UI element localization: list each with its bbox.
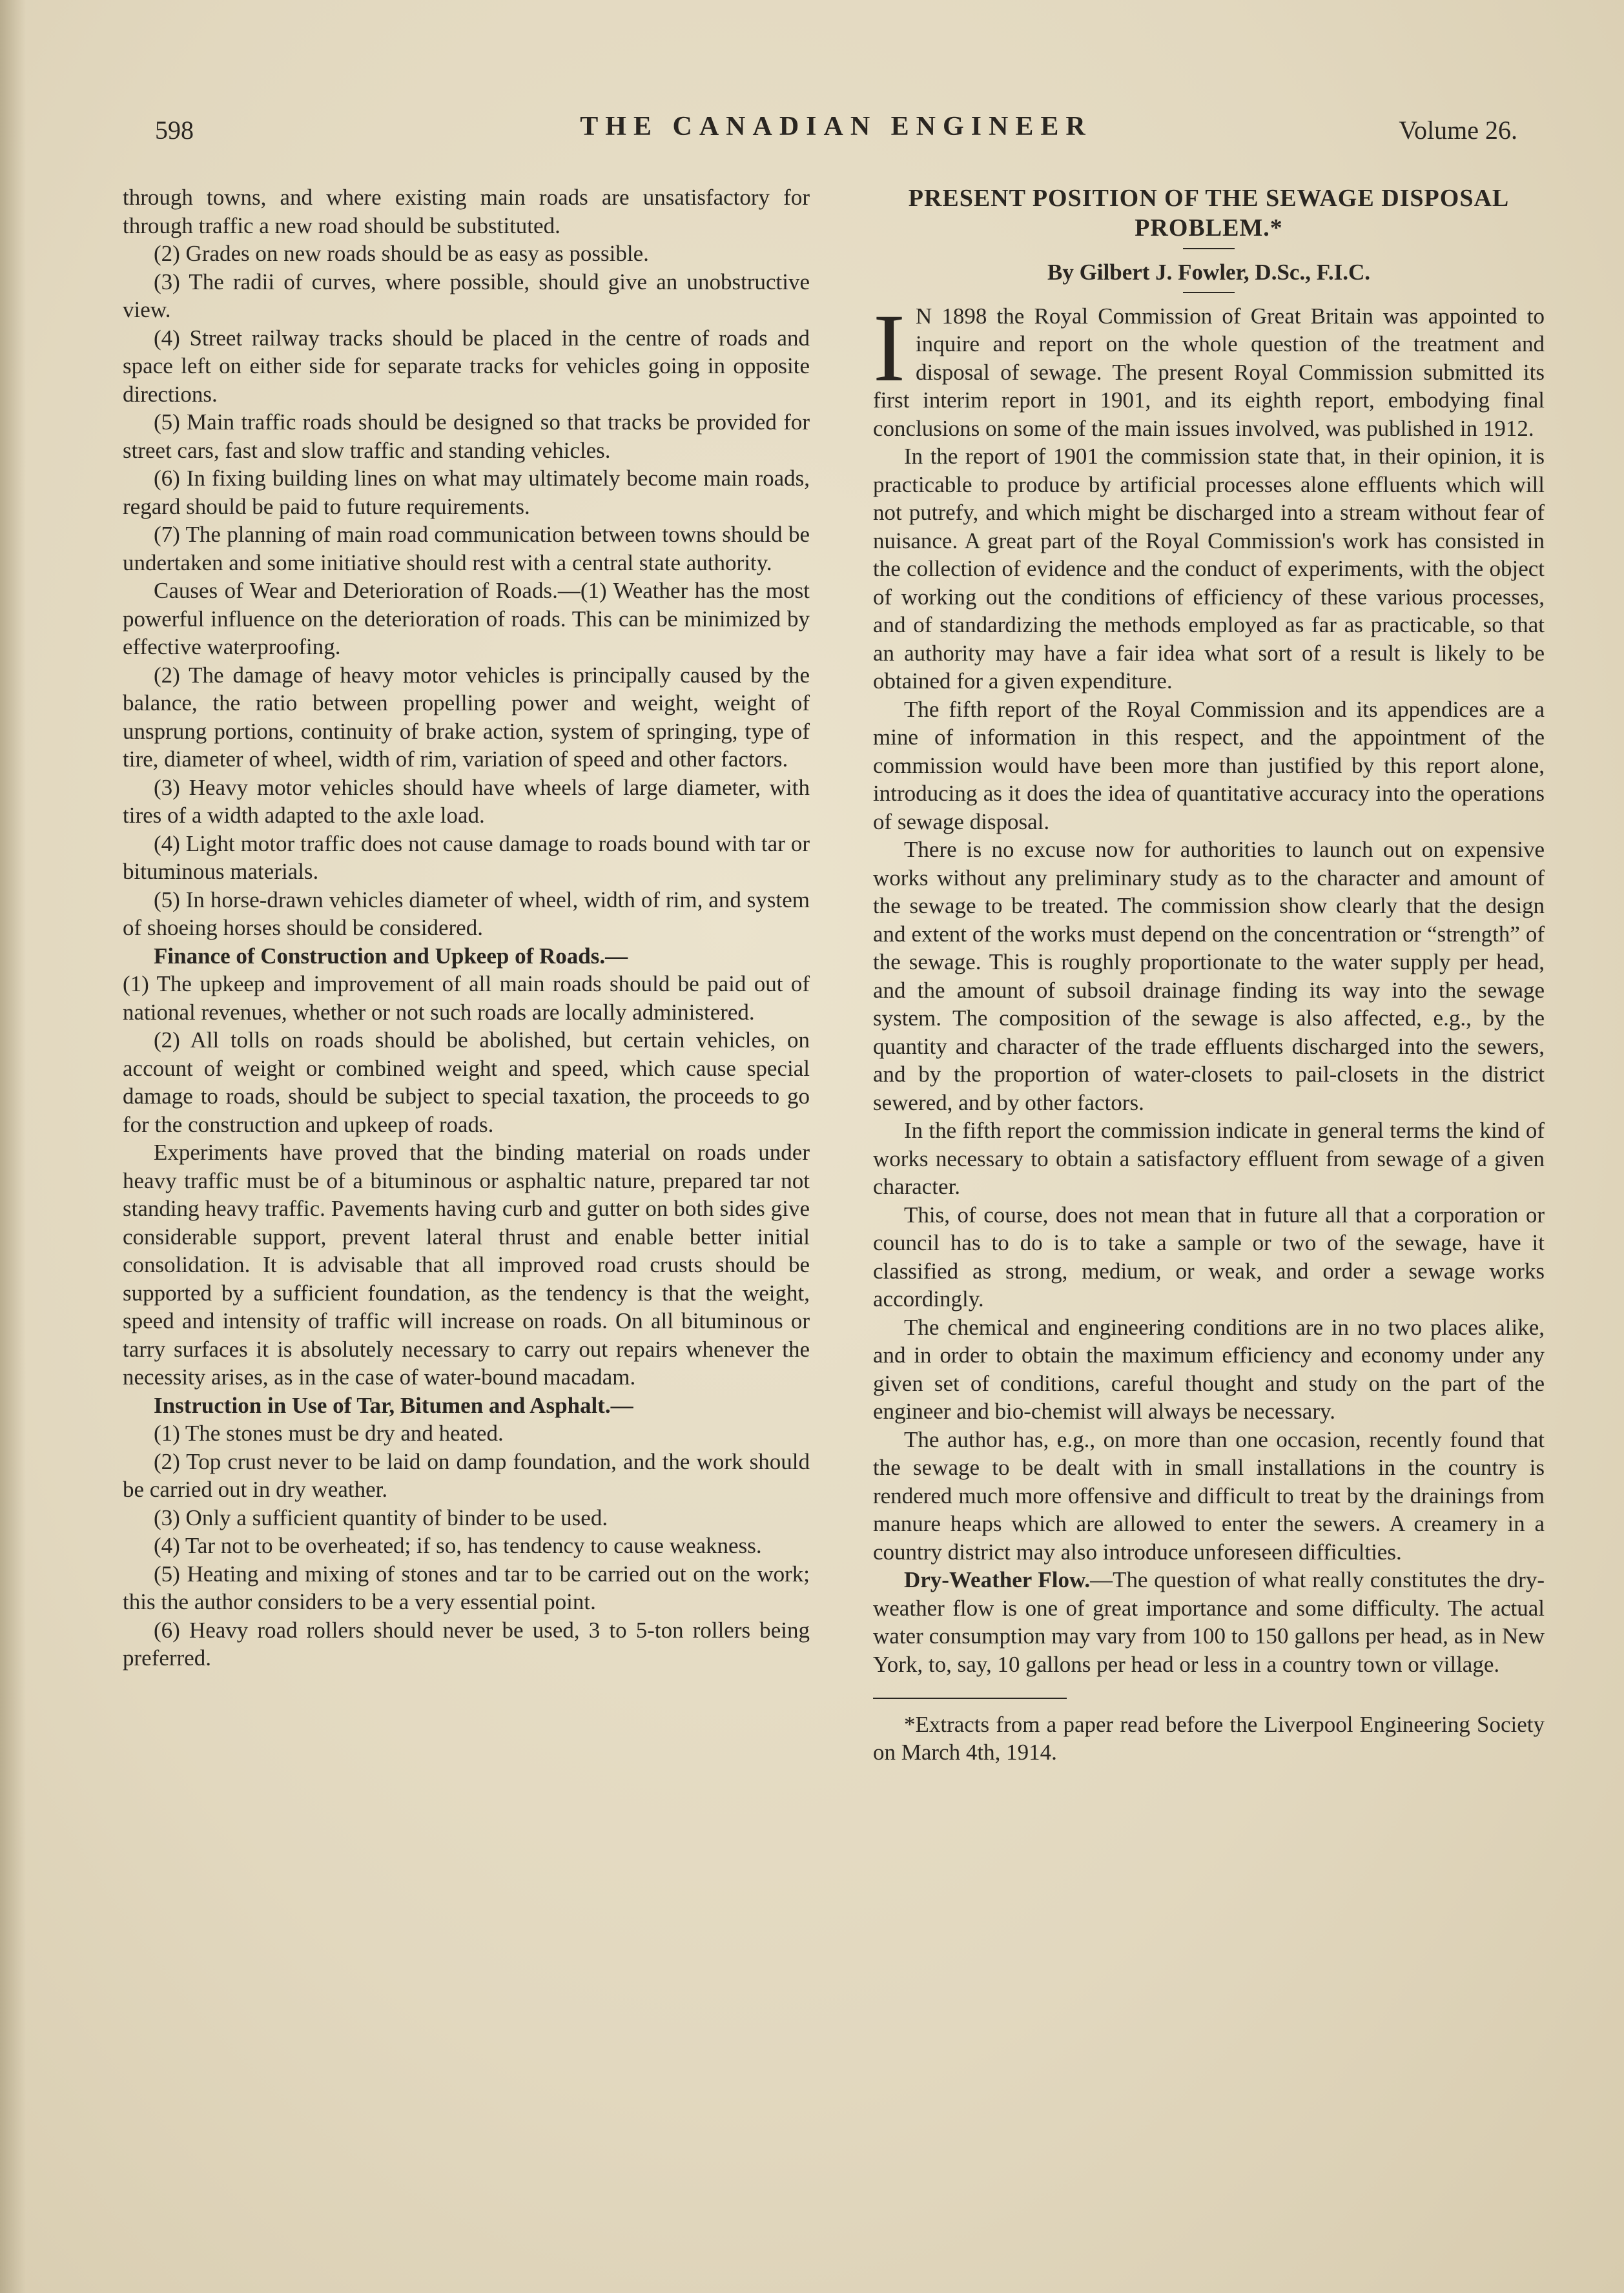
instruction-heading: Instruction in Use of Tar, Bitumen and Asphalt.— — [154, 1392, 633, 1418]
paragraph: (5) Main traffic roads should be designed so that tracks be provided for street cars, fast and slow traffic and standing vehicles. — [123, 409, 810, 463]
paragraph: In the fifth report the commission indicate in general terms the kind of works necessary to obtain a satisfactory effluent from sewage of a given character. — [873, 1118, 1545, 1199]
opening-paragraph — [873, 294, 1545, 443]
article-title: PRESENT POSITION OF THE SEWAGE DISPOSAL PROBLEM.* — [908, 185, 1510, 242]
paragraph: (4) Light motor traffic does not cause damage to roads bound with tar or bituminous materials. — [123, 830, 810, 884]
paragraph: In the report of 1901 the commission state that, in their opinion, it is practicable to produce by artificial processes alone effluents which will not putrefy, and which might be discharged into a stream without fear of nuisance. A great part of the Royal Commission's work has consisted in the collection of evidence and the conduct of experiments, with the object of working out the conditions of efficiency of these various processes, and of standardizing the methods employed as far as practicable, so that an authority may have a fair idea what sort of a result is likely to be obtained for a given expenditure. — [873, 444, 1545, 694]
paragraph: (3) Only a sufficient quantity of binder to be used. — [154, 1505, 608, 1530]
drop-cap: I — [873, 294, 905, 402]
paragraph: The fifth report of the Royal Commission and its appendices are a mine of information in this respect, and the appointment of the commission would have been more than justified by this report alone, introducing as it does the idea of quantitative accuracy into the operations of sewage disposal. — [873, 696, 1545, 834]
dry-weather-lead: Dry-Weather Flow. — [904, 1567, 1091, 1592]
footnote: *Extracts from a paper read before the Liverpool Engineering Society on March 4th, 1914. — [873, 1712, 1545, 1765]
paragraph: (4) Street railway tracks should be placed in the centre of roads and space left on either side for separate tracks for vehicles going in opposite directions. — [123, 325, 810, 407]
paragraph: (2) All tolls on roads should be abolished, but certain vehicles, on account of weight or combined weight and speed, which cause special damage to roads, should be subject to special taxation, the proceeds to go for the construction and upkeep of roads. — [123, 1027, 810, 1137]
paragraph: N 1898 the Royal Commission of Great Britain was appointed to inquire and report on the whole question of the treatment and disposal of sewage. The present Royal Commission submitted its first interim report in 1901, and its eighth report, embodying final conclusions on some of the main issues involved, was published in 1912. — [873, 303, 1545, 441]
page-number: 598 — [155, 116, 194, 145]
paragraph: (5) In horse-drawn vehicles diameter of wheel, width of rim, and system of shoeing horses should be considered. — [123, 887, 810, 940]
left-column — [123, 183, 810, 1672]
paragraph: (1) The upkeep and improvement of all main roads should be paid out of national revenues, whether or not such roads are locally administered. — [123, 971, 810, 1025]
finance-heading: Finance of Construction and Upkeep of Roads.— — [154, 943, 628, 969]
title-rule — [1183, 248, 1235, 249]
paragraph: (2) Top crust never to be laid on damp foundation, and the work should be carried out in dry weather. — [123, 1448, 810, 1502]
byline-rule — [1183, 292, 1235, 293]
paragraph: (7) The planning of main road communication between towns should be undertaken and some initiative should rest with a central state authority. — [123, 522, 810, 575]
paragraph: This, of course, does not mean that in future all that a corporation or council has to do is to take a sample or two of the sewage, have it classified as strong, medium, or weak, and order a sewage works accordingly. — [873, 1202, 1545, 1311]
paragraph: (1) The stones must be dry and heated. — [154, 1421, 504, 1446]
paragraph: (2) Grades on new roads should be as easy as possible. — [154, 241, 649, 266]
paragraph: (6) In fixing building lines on what may ultimately become main roads, regard should be paid to future requirements. — [123, 466, 810, 519]
volume-label: Volume 26. — [1399, 116, 1517, 145]
paragraph: The chemical and engineering conditions are in no two places alike, and in order to obtain the maximum efficiency and economy under any given set of conditions, careful thought and study on the part of the engineer and bio-chemist will always be necessary. — [873, 1314, 1545, 1424]
paragraph: There is no excuse now for authorities to launch out on expensive works without any preliminary study as to the character and amount of the sewage to be treated. The commission show clearly that the design and extent of the works must depend on the concentration or “strength” of the sewage. This is roughly proportionate to the water supply per head, and the amount of subsoil drainage finding its way into the sewage system. The composition of the sewage is also affected, e.g., by the quantity and character of the trade effluents discharged into the sewers, and by the proportion of water-closets to pail-closets in the district sewered, and by other factors. — [873, 837, 1545, 1115]
paragraph: Experiments have proved that the binding material on roads under heavy traffic must be of a bituminous or asphaltic nature, prepared tar not standing heavy traffic. Pavements having curb and gutter on both sides give considerable support, prevent lateral thrust and enable better initial consolidation. It is advisable that all improved road crusts should be supported by a sufficient foundation, as the tendency is that the weight, speed and intensity of traffic will increase on roads. On all bituminous or tarry surfaces it is absolutely necessary to carry out repairs whenever the necessity arises, as in the case of water-bound macadam. — [123, 1140, 810, 1390]
paragraph: (4) Tar not to be overheated; if so, has tendency to cause weakness. — [154, 1533, 762, 1558]
paragraph: (5) Heating and mixing of stones and tar to be carried out on the work; this the author considers to be a very essential point. — [123, 1561, 810, 1614]
right-column — [873, 183, 1545, 1766]
paragraph: (6) Heavy road rollers should never be used, 3 to 5-ton rollers being preferred. — [123, 1617, 810, 1671]
dry-weather-text: —The question of what really constitutes the dry-weather flow is one of great importance and some difficulty. The actual water consumption may vary from 100 to 150 gallons per head, as in New York, to, say, 10 gallons per head or less in a country town or village. — [873, 1567, 1545, 1677]
paragraph: The author has, e.g., on more than one occasion, recently found that the sewage to be dealt with in small installations in the country is rendered much more offensive and difficult to treat by the drainings from manure heaps which are allowed to enter the sewers. A creamery in a country district may also introduce unforeseen difficulties. — [873, 1426, 1545, 1565]
running-head — [155, 111, 1517, 150]
paragraph: Causes of Wear and Deterioration of Roads.—(1) Weather has the most powerful influence on the deterioration of roads. This can be minimized by effective waterproofing. — [123, 578, 810, 659]
paragraph: through towns, and where existing main roads are unsatisfactory for through traffic a new road should be substituted. — [123, 185, 810, 238]
journal-title: THE CANADIAN ENGINEER — [580, 112, 1093, 141]
footnote-rule — [873, 1698, 1067, 1699]
paragraph: (2) The damage of heavy motor vehicles is principally caused by the balance, the ratio between propelling power and weight, weight of unsprung portions, continuity of brake action, system of springing, type of tire, diameter of wheel, width of rim, variation of speed and other factors. — [123, 662, 810, 772]
binding-shadow — [0, 0, 26, 2293]
paragraph: (3) The radii of curves, where possible, should give an unobstructive view. — [123, 269, 810, 322]
article-byline: By Gilbert J. Fowler, D.Sc., F.I.C. — [1047, 260, 1371, 285]
paragraph: (3) Heavy motor vehicles should have wheels of large diameter, with tires of a width adapted to the axle load. — [123, 774, 810, 828]
dry-weather-paragraph — [873, 1566, 1545, 1678]
